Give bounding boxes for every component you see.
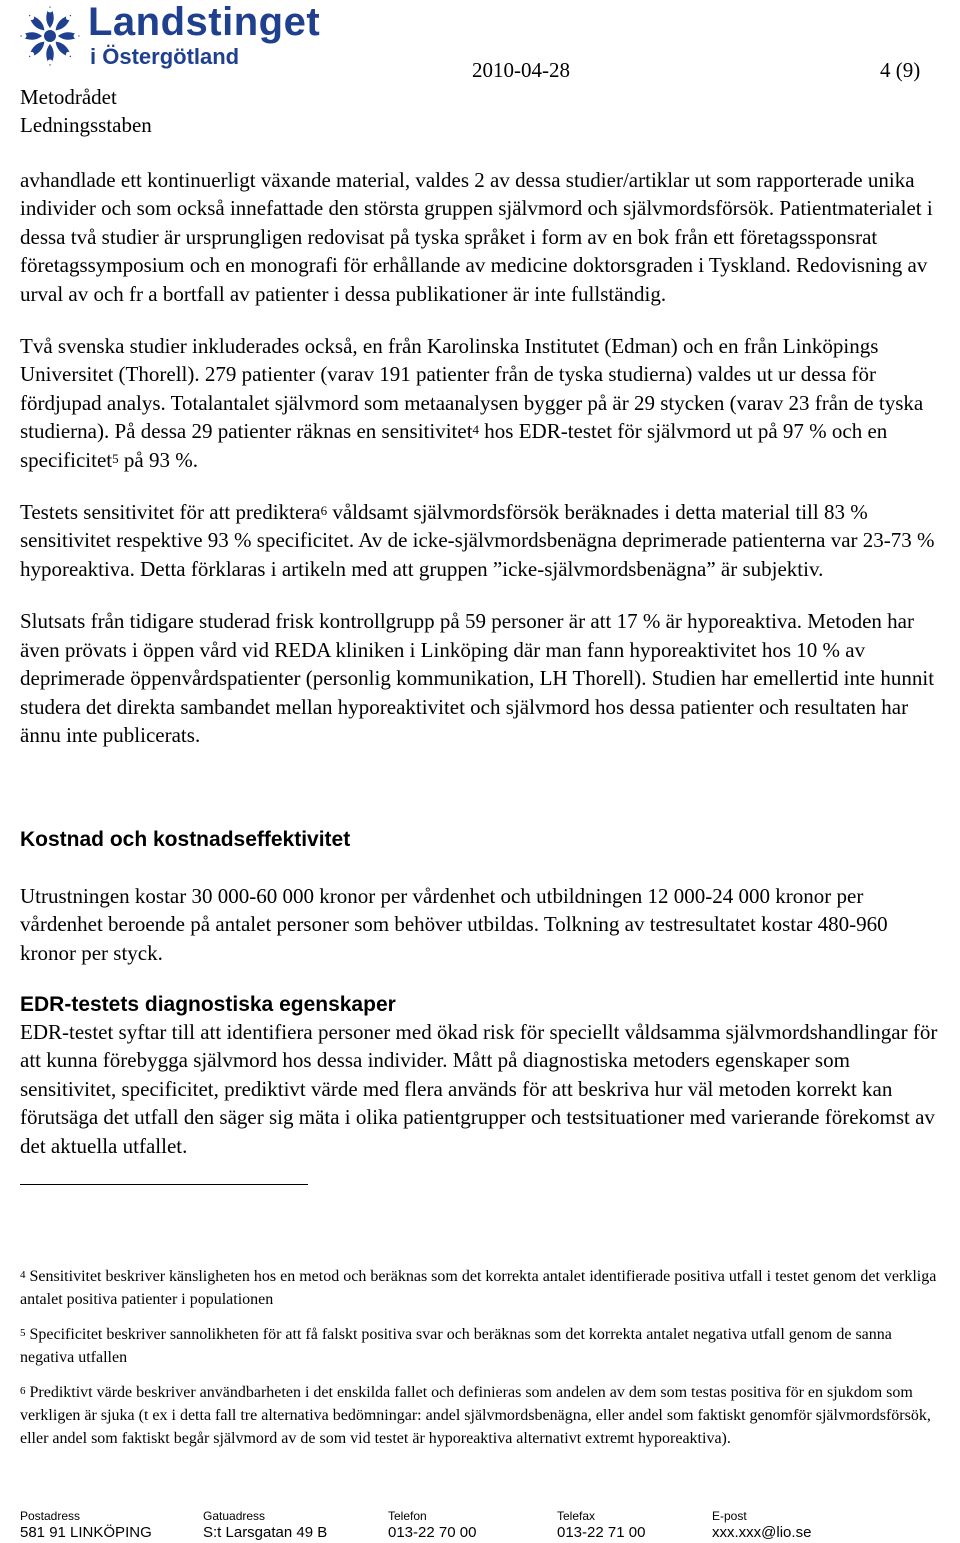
heading-cost: Kostnad och kostnadseffektivitet — [20, 828, 351, 851]
footnote-4 — [20, 1265, 940, 1311]
footer-label-street: Gatuadress — [203, 1509, 266, 1523]
footnote-ref-6: 6 — [320, 503, 328, 519]
footer-street-address: S:t Larsgatan 49 B — [203, 1524, 328, 1541]
paragraph-cost: Utrustningen kostar 30 000-60 000 kronor per vårdenhet och utbildningen 12 000-24 000 kronor per vårdenhet beroende på antalet personer som behöver utbildas. Tolkning av testresultatet kostar 480-960 kronor per styck. — [20, 884, 888, 965]
paragraph-2-text-c: på 93 %. — [118, 447, 198, 472]
heading-diagnostics: EDR-testets diagnostiska egenskaper — [20, 993, 396, 1016]
body-text-section-3 — [20, 1018, 940, 1160]
footer-label-postal: Postadress — [20, 1509, 81, 1523]
paragraph-3-text-b: våldsamt självmordsförsök beräknades i detta material till 83 % sensitivitet respektive 93 % specificitet. Av de icke-självmordsbenägna deprimerade patienterna var 23-73 % hyporeaktiva. Detta förklaras i artikeln med att gruppen ”icke-självmordsbenägna” är subjektiv. — [20, 500, 935, 581]
body-text-section-2 — [20, 882, 940, 967]
paragraph-2 — [20, 332, 940, 474]
footnote-6 — [20, 1381, 940, 1450]
header-department: Ledningsstaben — [20, 113, 152, 137]
footer-label-email: E-post — [712, 1509, 747, 1523]
paragraph-diagnostics: EDR-testet syftar till att identifiera personer med ökad risk för speciellt våldsamma självmordshandlingar för att kunna förebygga självmord hos dessa individer. Mått på diagnostiska metoders egenskaper som sensitivitet, specificitet, prediktivt värde med flera används för att beskriva hur väl metoden korrekt kan förutsäga det utfall den säger sig mäta i olika patientgrupper och testsituationer med varierande förekomst av det aktuella utfallet. — [20, 1020, 938, 1158]
footer-label-phone: Telefon — [388, 1509, 427, 1523]
footnote-ref-4: 4 — [472, 422, 480, 438]
footnote-separator — [20, 1184, 308, 1185]
footer-label-fax: Telefax — [557, 1509, 596, 1523]
paragraph-2-text-a: Två svenska studier inkluderades också, en från Karolinska Institutet (Edman) och en från Linköpings Universitet (Thorell). 279 patienter (varav 191 patienter från de tyska studierna) valdes ut ur dessa för fördjupad analys. Totalantalet självmord som metaanalysen bygger på är 29 stycken (varav 23 från de tyska studierna). På dessa 29 patienter räknas en sensitivitet — [20, 334, 924, 444]
footer-postal-address: 581 91 LINKÖPING — [20, 1524, 152, 1541]
paragraph-3-text-a: Testets sensitivitet för att prediktera — [20, 500, 321, 525]
paragraph-1: avhandlade ett kontinuerligt växande material, valdes 2 av dessa studier/artiklar ut som rapporterade unika individer och som också innefattade den största gruppen självmord och självmordsförsök. Patientmaterialet i dessa två studier är ursprungligen redovisat på tyska språket i form av en bok från ett företagssponsrat företagssymposium och en monografi för erhållande av medicine doktorsgraden i Tyskland. Redovisning av urval av och fr a bortfall av patienter i dessa publikationer är inte fullständig. — [20, 168, 933, 306]
paragraph-2-text-b: hos EDR-testet för självmord ut på 97 % och en specificitet — [20, 419, 888, 472]
header-unit: Metodrådet — [20, 85, 117, 109]
paragraph-4: Slutsats från tidigare studerad frisk kontrollgrupp på 59 personer är att 17 % är hyporeaktiva. Metoden har även prövats i öppen vård vid REDA kliniken i Linköping där man fann hyporeaktivitet hos 10 % av deprimerade öppenvårdspatienter (personlig kommunikation, LH Thorell). Studien har emellertid inte hunnit studera det direkta sambandet mellan hyporeaktivitet och självmord hos dessa patienter och resultaten har ännu inte publicerats. — [20, 609, 935, 747]
footnote-6-number: 6 — [20, 1385, 26, 1397]
footnote-ref-5: 5 — [112, 450, 119, 466]
page-number: 4 (9) — [880, 58, 921, 82]
footnote-4-number: 4 — [20, 1269, 26, 1281]
footnote-5 — [20, 1323, 940, 1369]
body-text-section-1 — [20, 166, 940, 749]
footer-email: xxx.xxx@lio.se — [712, 1524, 812, 1541]
footnote-4-text: Sensitivitet beskriver känsligheten hos en metod och beräknas som det korrekta antalet identifierade positiva utfall i testet genom det verkliga antalet positiva patienter i populationen — [20, 1268, 937, 1308]
snowflake-logo-icon — [18, 4, 82, 68]
paragraph-3 — [20, 498, 940, 583]
footnote-5-number: 5 — [20, 1327, 26, 1339]
footer-fax: 013-22 71 00 — [557, 1524, 646, 1541]
header-date: 2010-04-28 — [472, 58, 570, 82]
logo-name: Landstinget — [88, 0, 321, 44]
footnote-5-text: Specificitet beskriver sannolikheten för att få falskt positiva svar och beräknas som det korrekta antalet negativa utfall genom de sanna negativa utfallen — [20, 1326, 892, 1366]
footer-phone: 013-22 70 00 — [388, 1524, 477, 1541]
footnote-6-text: Prediktivt värde beskriver användbarheten i det enskilda fallet och definieras som andelen av dem som testas positiva för en sjukdom som verkligen är sjuka (t ex i detta fall tre alternativa bedömningar: andel självmordsbenägna, eller andel som faktiskt genomför självmordsförsök, eller andel som faktiskt begår självmord av de som vid testet är hyporeaktiva alternativt extremt hyporeaktiva). — [20, 1384, 931, 1447]
organization-logo — [18, 0, 321, 76]
logo-subtitle: i Östergötland — [90, 44, 240, 69]
